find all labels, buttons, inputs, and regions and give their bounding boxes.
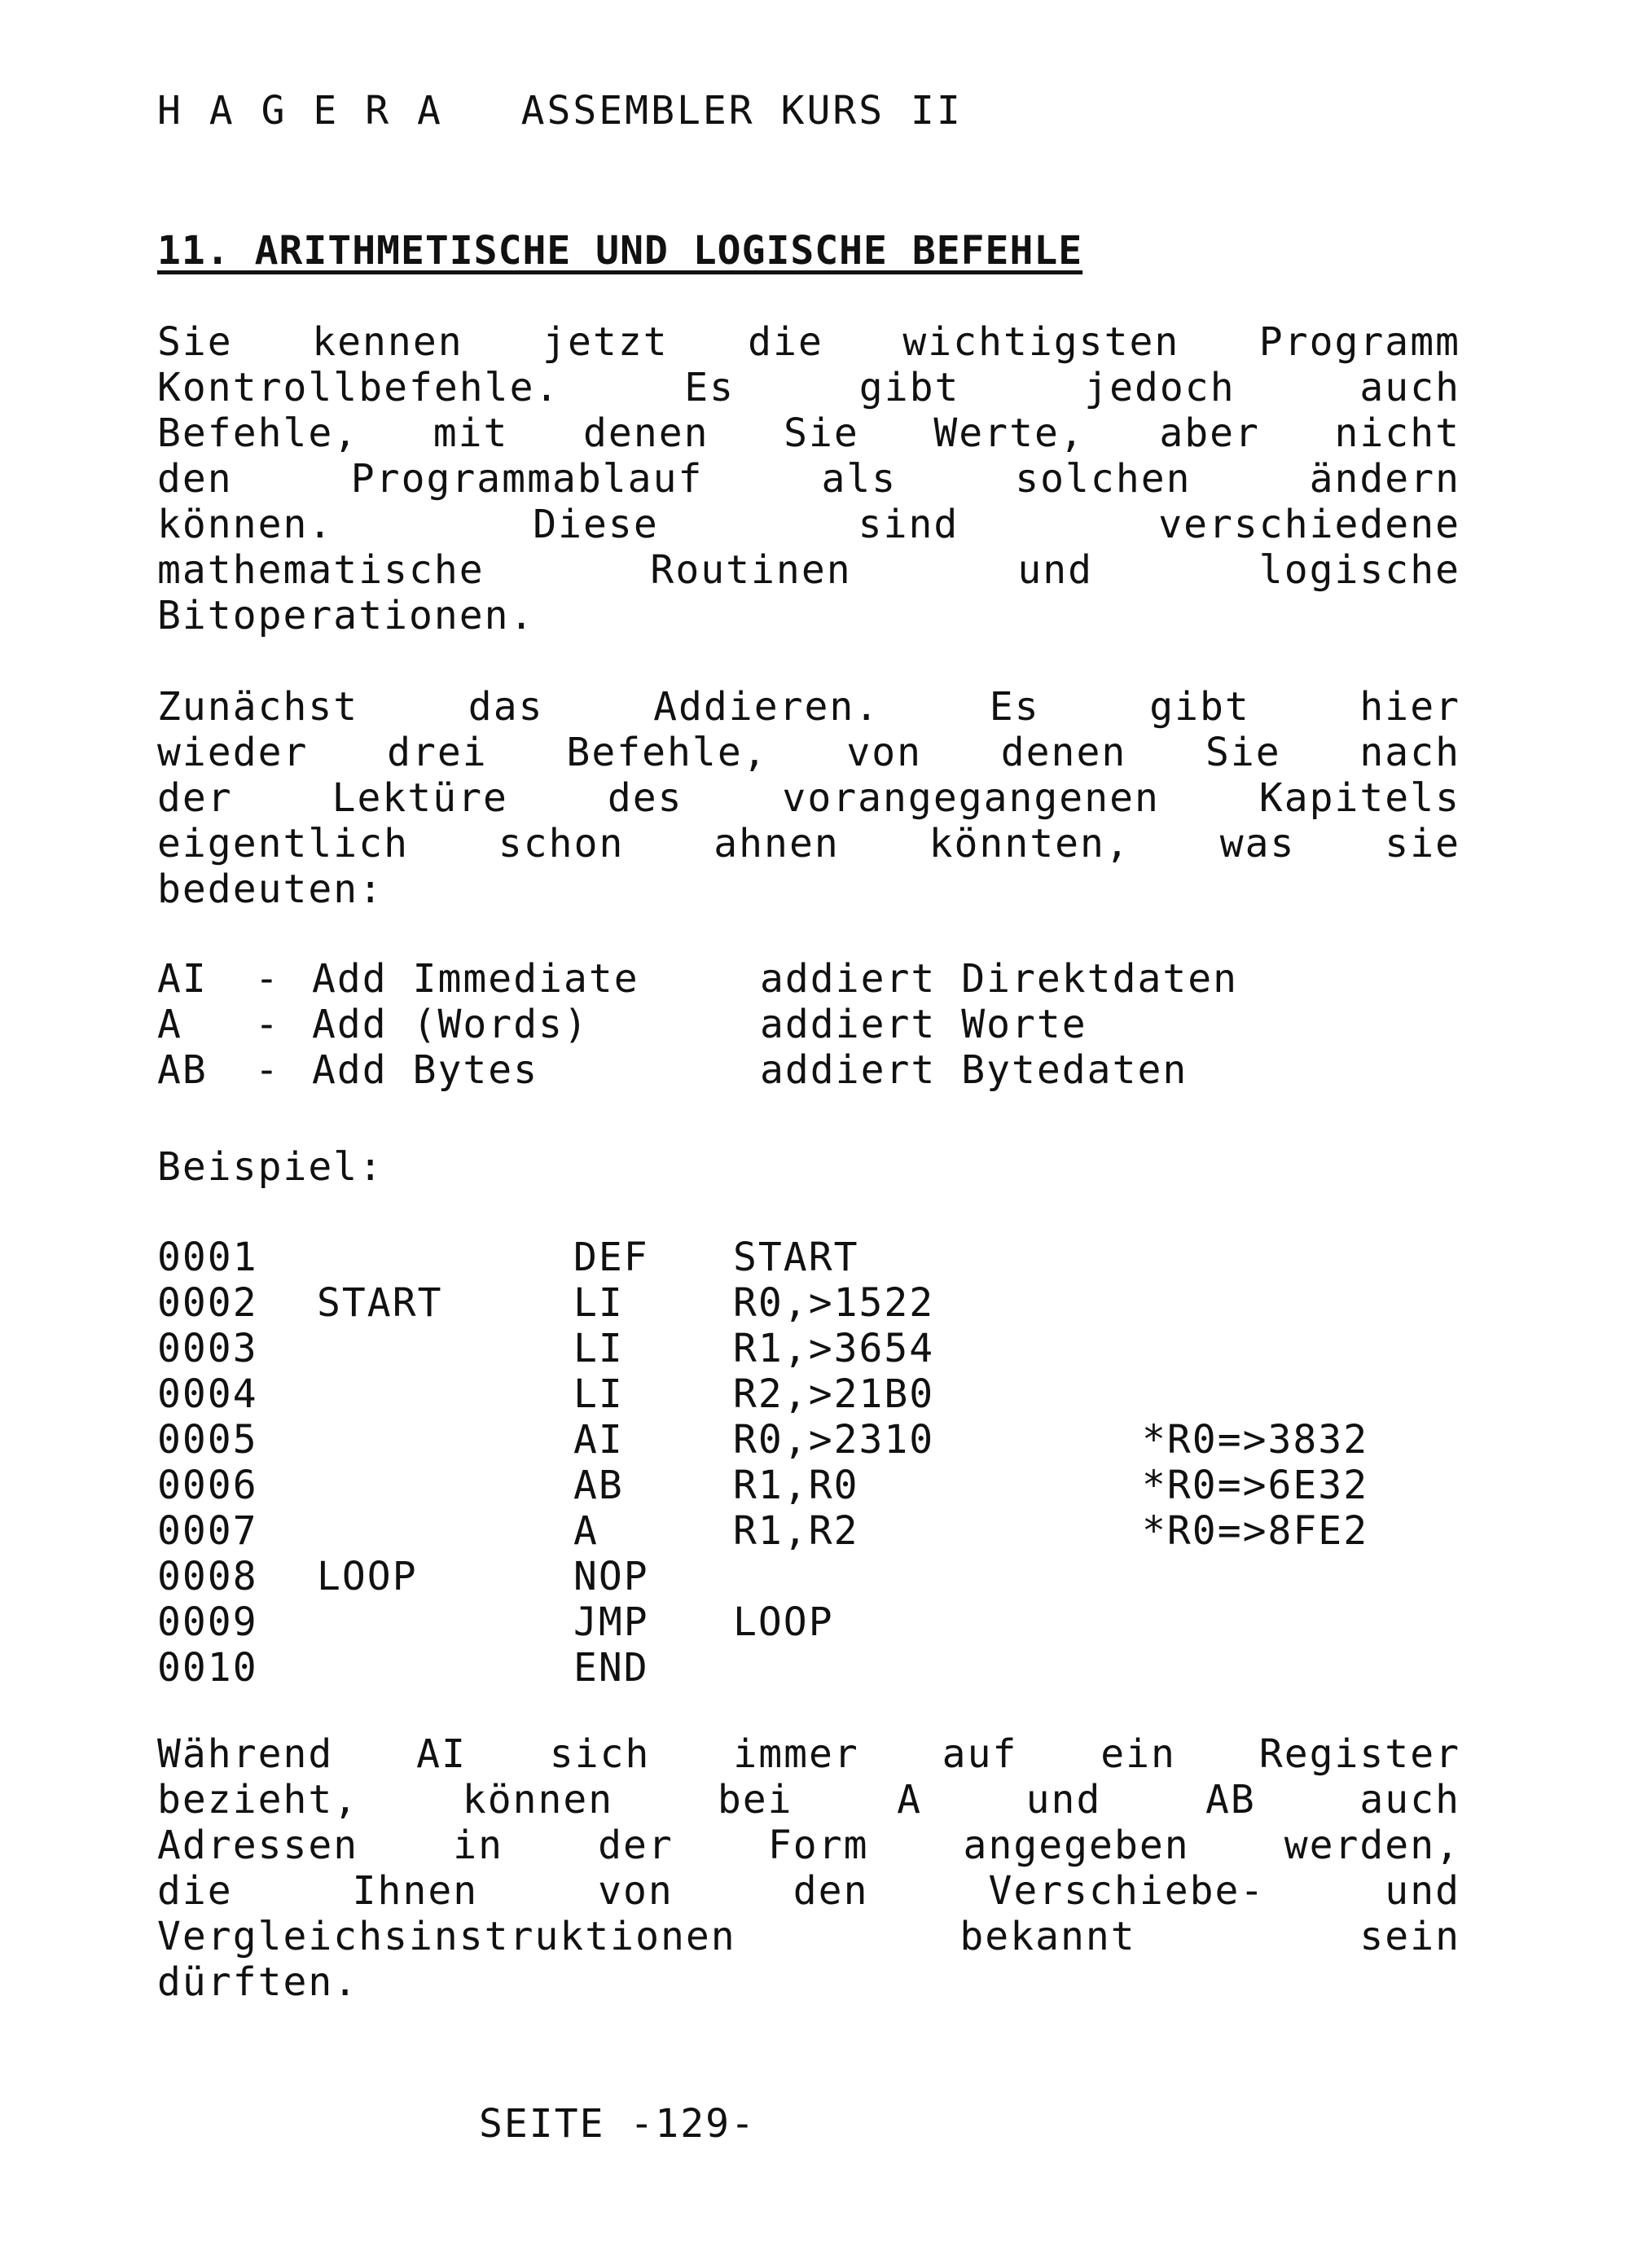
code-label bbox=[317, 1508, 573, 1554]
text-line: Vergleichsinstruktionen bekannt sein bbox=[157, 1914, 1460, 1959]
code-comment: *R0=>8FE2 bbox=[1142, 1508, 1369, 1554]
text-line: Befehle, mit denen Sie Werte, aber nicht bbox=[157, 410, 1460, 456]
code-operand: R1,>3654 bbox=[733, 1326, 935, 1371]
text-line: mathematische Routinen und logische bbox=[157, 547, 1460, 593]
example-label: Beispiel: bbox=[157, 1144, 384, 1190]
instruction-mnemonic: A bbox=[157, 1002, 182, 1047]
line-number: 0003 bbox=[157, 1326, 258, 1371]
code-line bbox=[157, 1508, 1468, 1554]
code-line bbox=[157, 1463, 1468, 1508]
line-number: 0009 bbox=[157, 1599, 258, 1645]
instruction-meaning: addiert Bytedaten bbox=[760, 1047, 1188, 1093]
code-operand: LOOP bbox=[733, 1599, 834, 1645]
code-operand: R1,R2 bbox=[733, 1508, 859, 1554]
code-line bbox=[157, 1599, 1468, 1645]
text-line: Zunächst das Addieren. Es gibt hier bbox=[157, 684, 1460, 730]
code-opcode: AB bbox=[573, 1463, 624, 1508]
instruction-dash: - bbox=[255, 1047, 280, 1093]
code-line bbox=[157, 1554, 1468, 1599]
code-label bbox=[317, 1463, 573, 1508]
text-line: können. Diese sind verschiedene bbox=[157, 502, 1460, 547]
text-line: Bitoperationen. bbox=[157, 593, 535, 638]
instruction-name: Add Immediate bbox=[312, 956, 639, 1002]
paragraph-addressing bbox=[157, 1731, 1460, 2005]
code-opcode: LI bbox=[573, 1326, 624, 1371]
line-number: 0004 bbox=[157, 1371, 258, 1417]
code-operand: R0,>2310 bbox=[733, 1417, 935, 1463]
page-header: H A G E R A ASSEMBLER KURS II bbox=[157, 88, 963, 134]
text-line: Während AI sich immer auf ein Register bbox=[157, 1731, 1460, 1777]
instruction-mnemonic: AI bbox=[157, 956, 208, 1002]
code-operand bbox=[733, 1645, 1142, 1691]
code-comment bbox=[1142, 1235, 1468, 1280]
code-opcode: JMP bbox=[573, 1599, 649, 1645]
text-line: der Lektüre des vorangegangenen Kapitels bbox=[157, 775, 1460, 821]
line-number: 0005 bbox=[157, 1417, 258, 1463]
code-comment bbox=[1142, 1554, 1468, 1599]
code-label bbox=[317, 1645, 573, 1691]
paragraph-intro bbox=[157, 319, 1460, 638]
code-line bbox=[157, 1235, 1468, 1280]
code-comment bbox=[1142, 1645, 1468, 1691]
line-number: 0002 bbox=[157, 1280, 258, 1326]
code-operand bbox=[733, 1554, 1142, 1599]
text-line: eigentlich schon ahnen könnten, was sie bbox=[157, 821, 1460, 866]
code-opcode: A bbox=[573, 1508, 599, 1554]
text-line: dürften. bbox=[157, 1959, 359, 2005]
code-label bbox=[317, 1326, 573, 1371]
instruction-name: Add Bytes bbox=[312, 1047, 539, 1093]
text-line: bezieht, können bei A und AB auch bbox=[157, 1777, 1460, 1823]
code-line bbox=[157, 1280, 1468, 1326]
code-label bbox=[317, 1235, 573, 1280]
code-comment bbox=[1142, 1280, 1468, 1326]
code-opcode: AI bbox=[573, 1417, 624, 1463]
line-number: 0001 bbox=[157, 1235, 258, 1280]
code-opcode: LI bbox=[573, 1371, 624, 1417]
line-number: 0008 bbox=[157, 1554, 258, 1599]
instruction-meaning: addiert Direktdaten bbox=[760, 956, 1239, 1002]
code-line bbox=[157, 1371, 1468, 1417]
code-comment bbox=[1142, 1599, 1468, 1645]
code-comment: *R0=>6E32 bbox=[1142, 1463, 1369, 1508]
code-comment bbox=[1142, 1371, 1468, 1417]
code-operand: R1,R0 bbox=[733, 1463, 859, 1508]
code-label: LOOP bbox=[317, 1554, 418, 1599]
code-listing bbox=[157, 1235, 1468, 1691]
text-line: Adressen in der Form angegeben werden, bbox=[157, 1823, 1460, 1868]
code-operand: R0,>1522 bbox=[733, 1280, 935, 1326]
instruction-item bbox=[157, 956, 1249, 1002]
instruction-mnemonic: AB bbox=[157, 1047, 208, 1093]
code-operand: R2,>21B0 bbox=[733, 1371, 935, 1417]
code-line bbox=[157, 1645, 1468, 1691]
text-line: Kontrollbefehle. Es gibt jedoch auch bbox=[157, 365, 1460, 410]
page-number: SEITE -129- bbox=[479, 2101, 756, 2147]
code-operand: START bbox=[733, 1235, 859, 1280]
code-line bbox=[157, 1417, 1468, 1463]
chapter-heading: 11. ARITHMETISCHE UND LOGISCHE BEFEHLE bbox=[157, 228, 1083, 274]
code-opcode: DEF bbox=[573, 1235, 649, 1280]
code-opcode: LI bbox=[573, 1280, 624, 1326]
text-line: Sie kennen jetzt die wichtigsten Programm bbox=[157, 319, 1460, 365]
code-line bbox=[157, 1326, 1468, 1371]
code-label bbox=[317, 1417, 573, 1463]
line-number: 0010 bbox=[157, 1645, 258, 1691]
instruction-item bbox=[157, 1002, 1249, 1047]
code-opcode: NOP bbox=[573, 1554, 649, 1599]
code-comment: *R0=>3832 bbox=[1142, 1417, 1369, 1463]
code-label: START bbox=[317, 1280, 443, 1326]
text-line: bedeuten: bbox=[157, 866, 384, 912]
code-comment bbox=[1142, 1326, 1468, 1371]
instruction-name: Add (Words) bbox=[312, 1002, 589, 1047]
code-label bbox=[317, 1371, 573, 1417]
code-label bbox=[317, 1599, 573, 1645]
line-number: 0006 bbox=[157, 1463, 258, 1508]
instruction-item bbox=[157, 1047, 1249, 1093]
text-line: den Programmablauf als solchen ändern bbox=[157, 456, 1460, 502]
line-number: 0007 bbox=[157, 1508, 258, 1554]
paragraph-addition bbox=[157, 684, 1460, 912]
instruction-dash: - bbox=[255, 1002, 280, 1047]
text-line: wieder drei Befehle, von denen Sie nach bbox=[157, 730, 1460, 775]
instruction-meaning: addiert Worte bbox=[760, 1002, 1087, 1047]
code-opcode: END bbox=[573, 1645, 649, 1691]
instruction-list bbox=[157, 956, 1249, 1093]
instruction-dash: - bbox=[255, 956, 280, 1002]
text-line: die Ihnen von den Verschiebe- und bbox=[157, 1868, 1460, 1914]
